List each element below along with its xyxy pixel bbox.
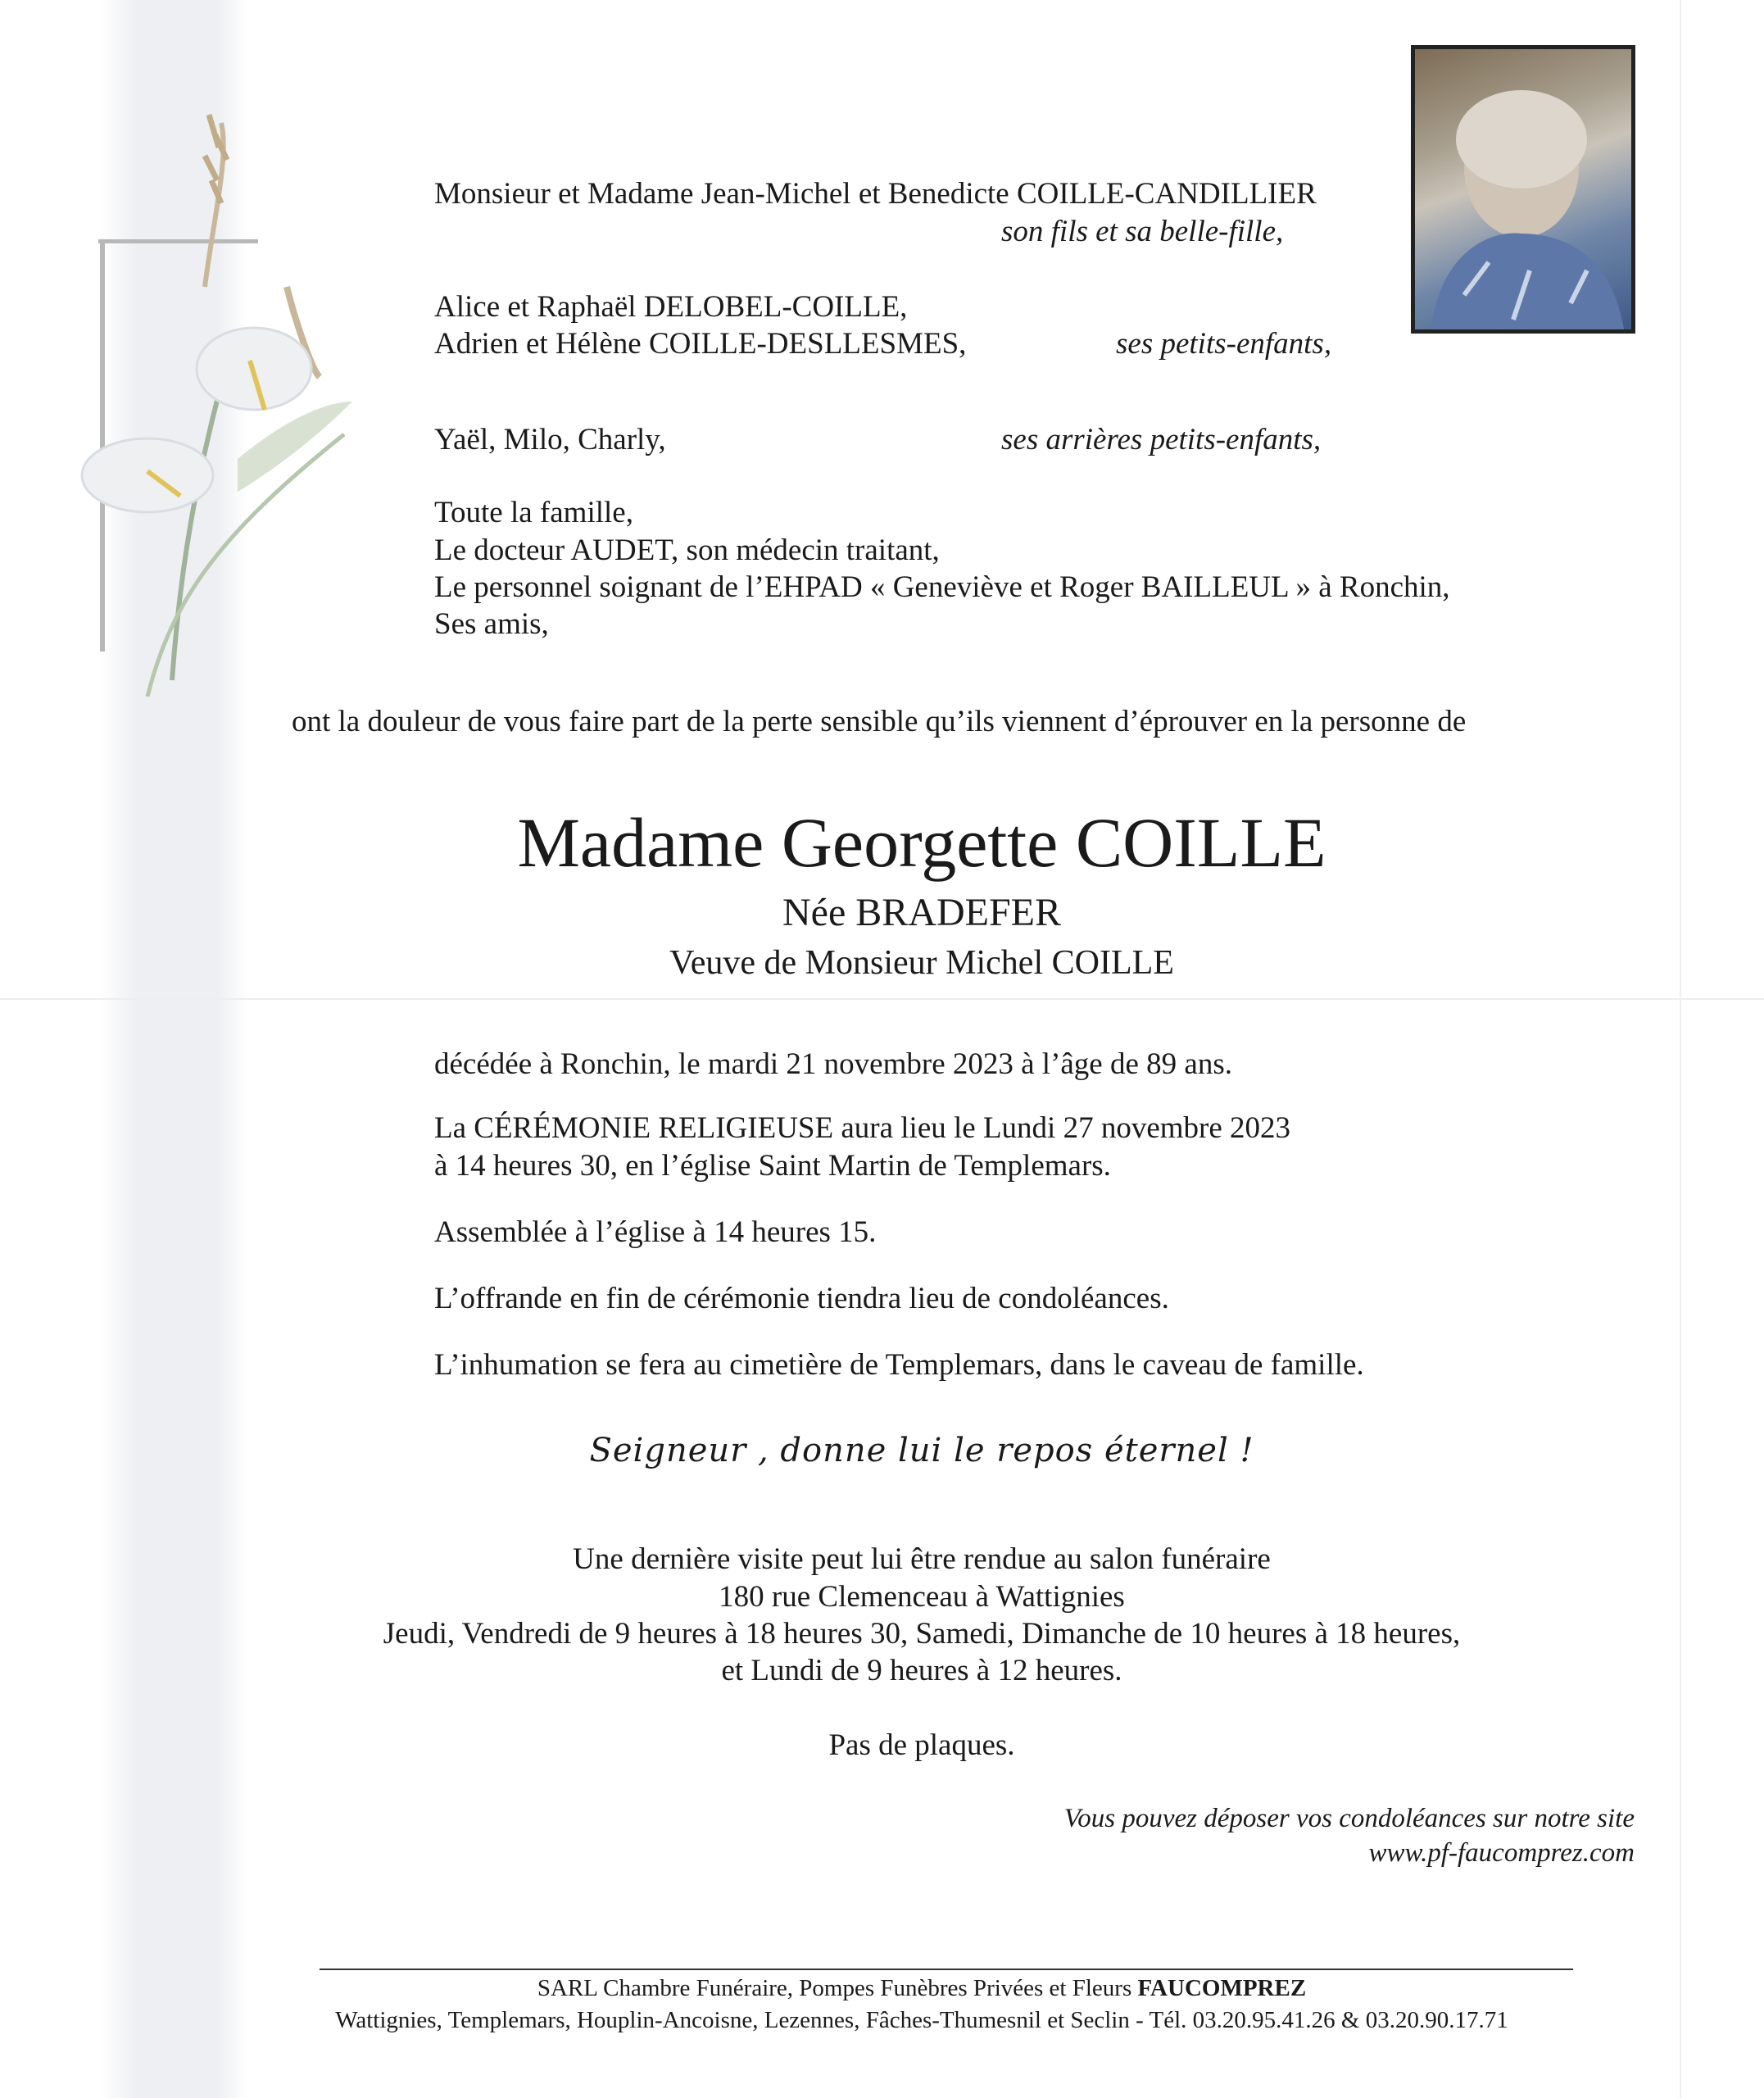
relation-son: son fils et sa belle-fille, bbox=[1001, 215, 1284, 248]
visit-hours: Jeudi, Vendredi de 9 heures à 18 heures 30, Samedi, Dimanche de 10 heures à 18 heures, bbox=[383, 1617, 1461, 1651]
footer-company-prefix: SARL Chambre Funéraire, Pompes Funèbres Privées et Fleurs bbox=[537, 1975, 1138, 2001]
maiden-name: Née BRADEFER bbox=[782, 891, 1061, 934]
cross-and-lily-illustration bbox=[49, 107, 361, 697]
relation-grandchildren: ses petits-enfants, bbox=[1116, 327, 1332, 361]
grandchildren-2: Adrien et Hélène COILLE-DESLLESMES, bbox=[434, 327, 967, 361]
condolences-note: Vous pouvez déposer vos condoléances sur notre site bbox=[1063, 1804, 1635, 1833]
burial-note: L’inhumation se fera au cimetière de Templemars, dans le caveau de famille. bbox=[434, 1348, 1364, 1382]
family-other-2: Le docteur AUDET, son médecin traitant, bbox=[434, 534, 940, 567]
footer-locations-phone: Wattignies, Templemars, Houplin-Ancoisne, Lezennes, Fâches-Thumesnil et Seclin - Tél. 03.20.95.41.26 & 03.20.90.17.71 bbox=[335, 2007, 1508, 2033]
footer-company bbox=[246, 1973, 1598, 2004]
ceremony-line-1: La CÉRÉMONIE RELIGIEUSE aura lieu le Lundi 27 novembre 2023 bbox=[434, 1111, 1291, 1145]
portrait-figure bbox=[1415, 49, 1631, 329]
widow-of: Veuve de Monsieur Michel COILLE bbox=[669, 944, 1174, 982]
footer-brand: FAUCOMPREZ bbox=[1137, 1975, 1307, 2001]
family-other-1: Toute la famille, bbox=[434, 496, 633, 529]
death-details: décédée à Ronchin, le mardi 21 novembre 2023 à l’âge de 89 ans. bbox=[434, 1047, 1232, 1081]
offering-note: L’offrande en fin de cérémonie tiendra lieu de condoléances. bbox=[434, 1282, 1169, 1315]
lily-flower-2 bbox=[82, 438, 213, 512]
page-edge bbox=[1680, 0, 1681, 2098]
deceased-name: Madame Georgette COILLE bbox=[517, 803, 1326, 882]
paper-fold-line bbox=[0, 998, 1764, 1000]
condolences-url[interactable]: www.pf-faucomprez.com bbox=[1368, 1838, 1635, 1868]
assembly-time: Assemblée à l’église à 14 heures 15. bbox=[434, 1215, 877, 1249]
footer-rule bbox=[320, 1969, 1573, 1970]
visit-address: 180 rue Clemenceau à Wattignies bbox=[719, 1580, 1125, 1614]
prayer-line: Seigneur , donne lui le repos éternel ! bbox=[589, 1432, 1254, 1469]
great-grandchildren: Yaël, Milo, Charly, bbox=[434, 423, 666, 456]
visit-line-1: Une dernière visite peut lui être rendue au salon funéraire bbox=[573, 1542, 1271, 1576]
family-other-4: Ses amis, bbox=[434, 607, 549, 641]
visit-hours-monday: et Lundi de 9 heures à 12 heures. bbox=[721, 1654, 1122, 1687]
ceremony-line-2: à 14 heures 30, en l’église Saint Martin de Templemars. bbox=[434, 1149, 1111, 1183]
portrait-photo bbox=[1411, 45, 1635, 334]
announcement-text: ont la douleur de vous faire part de la perte sensible qu’ils viennent d’éprouver en la personne de bbox=[292, 705, 1467, 738]
grandchildren-1: Alice et Raphaël DELOBEL-COILLE, bbox=[434, 290, 908, 324]
relation-great-grandchildren: ses arrières petits-enfants, bbox=[1001, 423, 1322, 456]
family-other-3: Le personnel soignant de l’EHPAD « Geneviève et Roger BAILLEUL » à Ronchin, bbox=[434, 570, 1450, 604]
lily-stem bbox=[172, 369, 225, 680]
no-plaques-note: Pas de plaques. bbox=[828, 1728, 1015, 1762]
family-parents: Monsieur et Madame Jean-Michel et Benedicte COILLE-CANDILLIER bbox=[434, 177, 1317, 211]
cross-horizontal bbox=[98, 239, 258, 243]
